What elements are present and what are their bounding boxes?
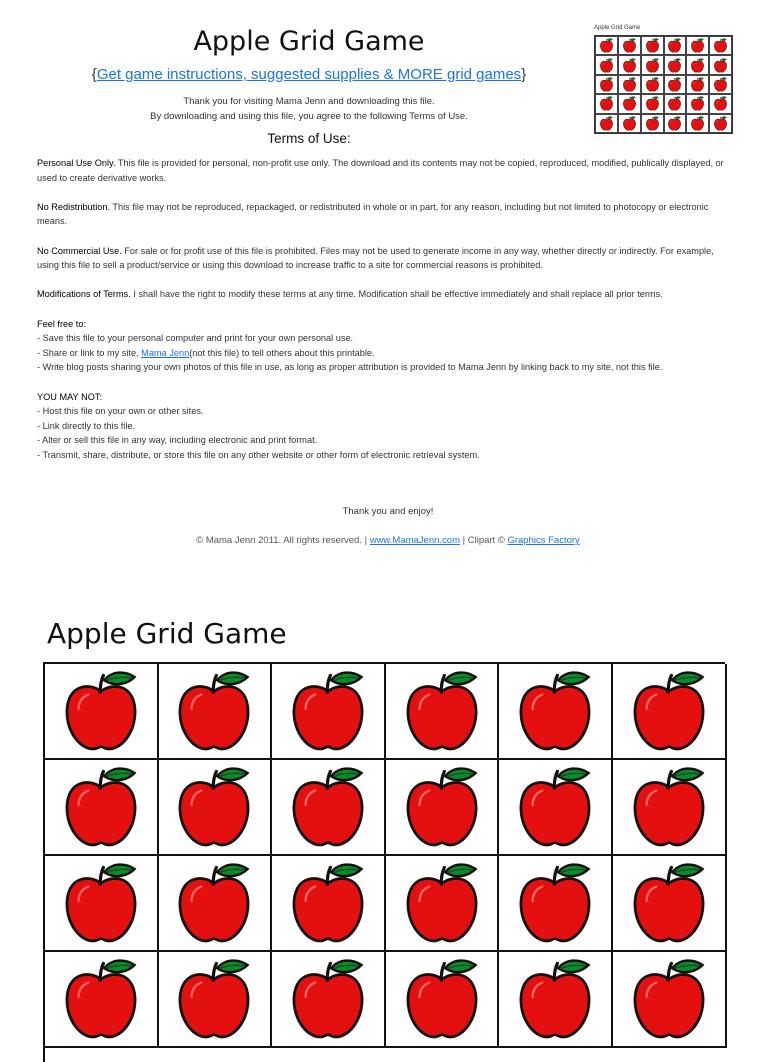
apple-icon [622, 58, 637, 73]
grid-cell[interactable] [386, 952, 500, 1048]
thumbnail-cell [709, 114, 732, 133]
apple-icon [515, 957, 595, 1041]
grid-cell[interactable] [272, 952, 386, 1048]
apple-icon [690, 96, 705, 111]
closing-text: Thank you and enjoy! [342, 506, 434, 517]
thumbnail-cell [641, 75, 664, 94]
terms-heading: Terms of Use: [267, 131, 351, 146]
apple-icon [515, 765, 595, 849]
mama-jenn-link[interactable]: Mama Jenn [141, 347, 190, 358]
apple-icon [288, 861, 368, 945]
terms-body [37, 156, 733, 477]
apple-icon [667, 96, 682, 111]
grid-cell[interactable] [45, 856, 159, 952]
apple-icon [288, 669, 368, 753]
page-title: Apple Grid Game [193, 26, 425, 57]
thumbnail-grid [594, 35, 733, 134]
personal-use-paragraph [37, 156, 733, 185]
apple-icon [645, 77, 660, 92]
grid-cell[interactable] [499, 664, 613, 760]
apple-icon [622, 96, 637, 111]
apple-icon [629, 861, 709, 945]
thumbnail-cell [664, 114, 687, 133]
thanks-line-2: By downloading and using this file, you agree to the following Terms of Use. [150, 111, 468, 122]
thanks-intro [0, 94, 618, 124]
mamajenn-site-link[interactable]: www.MamaJenn.com [369, 535, 460, 546]
copyright-pre: © Mama Jenn 2011. All rights reserved. | [196, 535, 370, 546]
apple-icon [599, 96, 614, 111]
personal-use-label: Personal Use Only. [37, 158, 116, 168]
apple-icon [174, 861, 254, 945]
redistribution-text: This file may not be reproduced, repackaged, or redistributed in whole or in part, for any reason, including but not limited to photocopy or electronic means. [37, 201, 709, 227]
apple-grid [43, 662, 725, 1062]
grid-cell[interactable] [159, 856, 273, 952]
apple-icon [599, 77, 614, 92]
apple-icon [288, 957, 368, 1041]
brace-close: } [521, 66, 527, 83]
apple-icon [713, 116, 728, 131]
copyright-line [0, 535, 768, 546]
apple-icon [402, 861, 482, 945]
graphics-factory-link[interactable]: Graphics Factory [507, 535, 580, 546]
instructions-link-line [0, 66, 618, 83]
thumbnail-cell [664, 55, 687, 74]
apple-icon [667, 38, 682, 53]
grid-cell[interactable] [386, 760, 500, 856]
apple-icon [515, 669, 595, 753]
thumbnail-cell [641, 94, 664, 113]
commercial-label: No Commercial Use. [37, 245, 122, 256]
thanks-line-1: Thank you for visiting Mama Jenn and downloading this file. [183, 96, 435, 107]
apple-icon [645, 38, 660, 53]
grid-cell[interactable] [499, 952, 613, 1048]
apple-icon [402, 957, 482, 1041]
feel-free-item-2-post: (not this file) to tell others about this printable. [189, 347, 375, 358]
grid-cell[interactable] [159, 664, 273, 760]
apple-icon [288, 765, 368, 849]
apple-icon [645, 58, 660, 73]
redistribution-paragraph [37, 200, 733, 229]
feel-free-label: Feel free to: [37, 318, 87, 329]
apple-icon [402, 669, 482, 753]
apple-icon [61, 669, 141, 753]
apple-icon [402, 765, 482, 849]
thumbnail-cell [709, 36, 732, 55]
may-not-item-3: - Alter or sell this file in any way, including electronic and print format. [37, 435, 318, 446]
grid-cell[interactable] [613, 664, 727, 760]
apple-icon [61, 861, 141, 945]
grid-cell[interactable] [272, 664, 386, 760]
thumbnail-cell [709, 55, 732, 74]
apple-icon [690, 38, 705, 53]
grid-cell[interactable] [272, 856, 386, 952]
grid-cell[interactable] [386, 664, 500, 760]
thumbnail-cell [709, 94, 732, 113]
instructions-link[interactable]: Get game instructions, suggested supplies & MORE grid games [96, 66, 522, 83]
feel-free-item-2-pre: - Share or link to my site, [37, 347, 142, 358]
may-not-item-1: - Host this file on your own or other sites. [37, 406, 204, 417]
feel-free-item-3: - Write blog posts sharing your own photos of this file in use, as long as proper attribution is provided to Mama Jenn by linking back to my site, not this file. [37, 362, 663, 373]
thumbnail-cell [641, 36, 664, 55]
apple-icon [690, 58, 705, 73]
thumbnail-cell [686, 114, 709, 133]
apple-icon [667, 77, 682, 92]
apple-icon [622, 77, 637, 92]
grid-cell[interactable] [386, 856, 500, 952]
grid-cell[interactable] [159, 760, 273, 856]
thumbnail-cell [618, 94, 641, 113]
apple-icon [629, 669, 709, 753]
thumbnail-cell [664, 36, 687, 55]
game-title: Apple Grid Game [47, 617, 287, 650]
modifications-label: Modifications of Terms. [37, 289, 131, 300]
grid-cell[interactable] [613, 856, 727, 952]
thumbnail-cell [686, 55, 709, 74]
grid-cell[interactable] [45, 664, 159, 760]
grid-cell[interactable] [45, 760, 159, 856]
modifications-paragraph [37, 287, 733, 302]
grid-cell[interactable] [613, 952, 727, 1048]
grid-cell[interactable] [499, 856, 613, 952]
grid-cell[interactable] [499, 760, 613, 856]
brace-open: { [91, 66, 97, 83]
apple-icon [599, 38, 614, 53]
apple-icon [690, 77, 705, 92]
apple-icon [599, 58, 614, 73]
apple-icon [61, 957, 141, 1041]
apple-icon [174, 669, 254, 753]
grid-cell[interactable] [613, 760, 727, 856]
feel-free-list [37, 317, 733, 375]
apple-icon [713, 77, 728, 92]
thumbnail-cell [618, 36, 641, 55]
feel-free-item-1: - Save this file to your personal computer and print for your own personal use. [37, 333, 354, 344]
thumbnail-cell [686, 75, 709, 94]
commercial-paragraph [37, 244, 733, 273]
thumbnail-cell [595, 114, 618, 133]
apple-icon [713, 96, 728, 111]
personal-use-text: This file is provided for personal, non-profit use only. The download and its contents may not be copied, reproduced, modified, publically displayed, or used to create derivative works. [37, 158, 724, 183]
apple-icon [61, 765, 141, 849]
thumbnail-title: Apple Grid Game [594, 25, 641, 31]
apple-icon [622, 38, 637, 53]
thumbnail-cell [595, 75, 618, 94]
grid-cell[interactable] [272, 760, 386, 856]
modifications-text: I shall have the right to modify these terms at any time. Modification shall be effective immediately and shall replace all prior terms. [130, 289, 663, 300]
thumbnail-cell [618, 75, 641, 94]
apple-icon [690, 116, 705, 131]
thumbnail-cell [709, 75, 732, 94]
apple-icon [667, 58, 682, 73]
may-not-list [37, 390, 733, 463]
preview-thumbnail [591, 24, 736, 140]
thumbnail-cell [595, 36, 618, 55]
may-not-label: YOU MAY NOT: [37, 391, 103, 402]
apple-icon [622, 116, 637, 131]
thumbnail-cell [641, 55, 664, 74]
feel-free-item-2 [37, 346, 733, 361]
thumbnail-cell [664, 94, 687, 113]
redistribution-label: No Redistribution. [37, 201, 111, 212]
thumbnail-cell [595, 55, 618, 74]
grid-cell[interactable] [159, 952, 273, 1048]
apple-icon [629, 957, 709, 1041]
thumbnail-cell [664, 75, 687, 94]
thumbnail-cell [686, 94, 709, 113]
apple-icon [667, 116, 682, 131]
thumbnail-cell [618, 114, 641, 133]
thumbnail-cell [686, 36, 709, 55]
apple-icon [599, 116, 614, 131]
apple-icon [713, 38, 728, 53]
apple-icon [174, 957, 254, 1041]
commercial-text: For sale or for profit use of this file is prohibited. Files may not be used to generate income in any way, whether directly or indirectly. For example, using this file to sell a product/service or using this download to increase traffic to a site for commercial reasons is prohibited. [37, 245, 714, 271]
apple-icon [713, 58, 728, 73]
may-not-item-4: - Transmit, share, distribute, or store this file on any other website or other form of electronic retrieval system. [37, 449, 480, 460]
copyright-mid: | Clipart © [459, 535, 508, 546]
apple-icon [645, 96, 660, 111]
apple-icon [645, 116, 660, 131]
grid-cell[interactable] [45, 952, 159, 1048]
thumbnail-cell [641, 114, 664, 133]
thumbnail-cell [595, 94, 618, 113]
apple-icon [629, 765, 709, 849]
may-not-item-2: - Link directly to this file. [37, 420, 136, 431]
apple-icon [174, 765, 254, 849]
thumbnail-cell [618, 55, 641, 74]
apple-icon [515, 861, 595, 945]
